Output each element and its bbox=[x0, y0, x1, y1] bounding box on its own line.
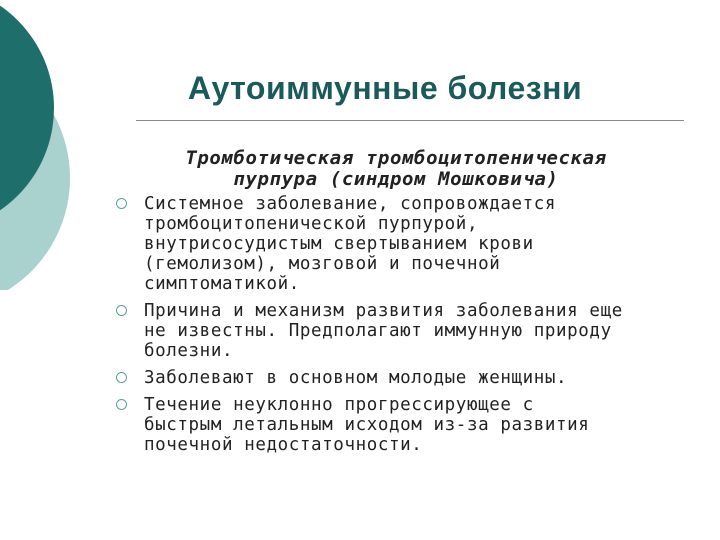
circle-bullet-icon bbox=[116, 399, 127, 410]
subtitle-line: Тромботическая тромбоцитопеническая bbox=[185, 147, 607, 169]
bullet-line: симптоматикой. bbox=[144, 274, 300, 294]
bullet-line: Системное заболевание, сопровождается bbox=[144, 194, 557, 214]
bullet-line: Причина и механизм развития заболевания еще bbox=[144, 301, 623, 321]
bullet-line: не известны. Предполагают иммунную природу bbox=[144, 321, 612, 341]
bullet-line: почечной недостаточности. bbox=[144, 435, 423, 455]
bullet-line: внутрисосудистым свертыванием крови bbox=[144, 234, 534, 254]
title-divider bbox=[136, 120, 684, 121]
subtitle-line: пурпура (синдром Мошковича) bbox=[233, 168, 559, 190]
bullet-item bbox=[112, 368, 692, 388]
bullet-item bbox=[112, 395, 692, 455]
bullet-line: болезни. bbox=[144, 341, 234, 361]
bullet-line: Заболевают в основном молодые женщины. bbox=[144, 368, 568, 388]
slide-title: Аутоиммунные болезни bbox=[187, 70, 583, 106]
bullet-line: тромбоцитопенической пурпурой, bbox=[144, 214, 479, 234]
bullet-item bbox=[112, 301, 692, 361]
bullet-line: Течение неуклонно прогрессирующее с bbox=[144, 395, 534, 415]
slide-subtitle bbox=[140, 148, 652, 190]
bullet-line: быстрым летальным исходом из-за развития bbox=[144, 415, 590, 435]
circle-bullet-icon bbox=[116, 198, 127, 209]
circle-bullet-icon bbox=[116, 305, 127, 316]
bullet-line: (гемолизом), мозговой и почечной bbox=[144, 254, 501, 274]
decorative-circles bbox=[0, 0, 80, 290]
circle-bullet-icon bbox=[116, 372, 127, 383]
bullet-list bbox=[112, 194, 692, 462]
bullet-item bbox=[112, 194, 692, 294]
